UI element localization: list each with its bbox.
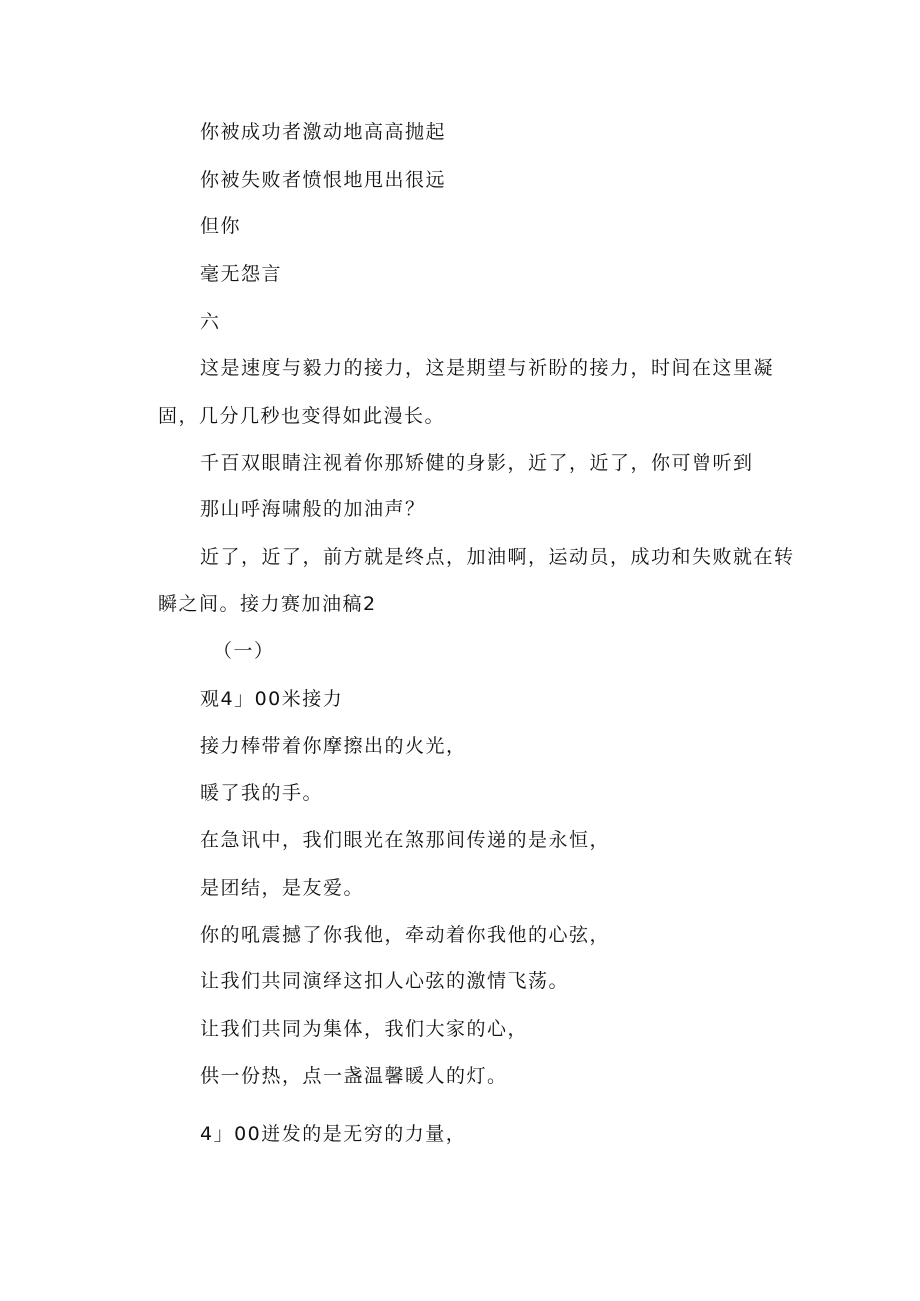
- text-line: 但你: [200, 215, 242, 237]
- text-line: 毫无怨言: [200, 263, 283, 285]
- text-line: 在急讯中，我们眼光在煞那间传递的是永恒，: [200, 829, 611, 851]
- text-line: 4」00迸发的是无穷的力量，: [200, 1123, 467, 1145]
- text-line: 你被失败者愤恨地甩出很远: [200, 169, 447, 191]
- text-line: 是团结，是友爱。: [200, 877, 365, 899]
- text-line: 近了，近了，前方就是终点，加油啊，运动员，成功和失败就在转: [200, 546, 795, 568]
- text-line: 那山呼海啸般的加油声？: [200, 498, 426, 520]
- text-line: 接力棒带着你摩擦出的火光，: [200, 735, 467, 757]
- text-line: 你的吼震撼了你我他，牵动着你我他的心弦，: [200, 924, 611, 946]
- text-line: （一）: [213, 640, 275, 662]
- text-line: 观4」00米接力: [200, 688, 344, 710]
- text-line: 瞬之间。接力赛加油稿2: [158, 593, 377, 615]
- text-line: 你被成功者激动地高高抛起: [200, 121, 447, 143]
- text-line: 让我们共同演绎这扣人心弦的激情飞荡。: [200, 970, 570, 992]
- text-line: 固，几分几秒也变得如此漫长。: [158, 405, 446, 427]
- text-line: 暖了我的手。: [200, 782, 324, 804]
- text-line: 六: [200, 311, 221, 333]
- text-line: 千百双眼睛注视着你那矫健的身影，近了，近了，你可曾听到: [200, 452, 754, 474]
- text-line: 让我们共同为集体，我们大家的心，: [200, 1018, 529, 1040]
- text-line: 这是速度与毅力的接力，这是期望与祈盼的接力，时间在这里凝: [200, 357, 775, 379]
- text-line: 供一份热，点一盏温馨暖人的灯。: [200, 1065, 508, 1087]
